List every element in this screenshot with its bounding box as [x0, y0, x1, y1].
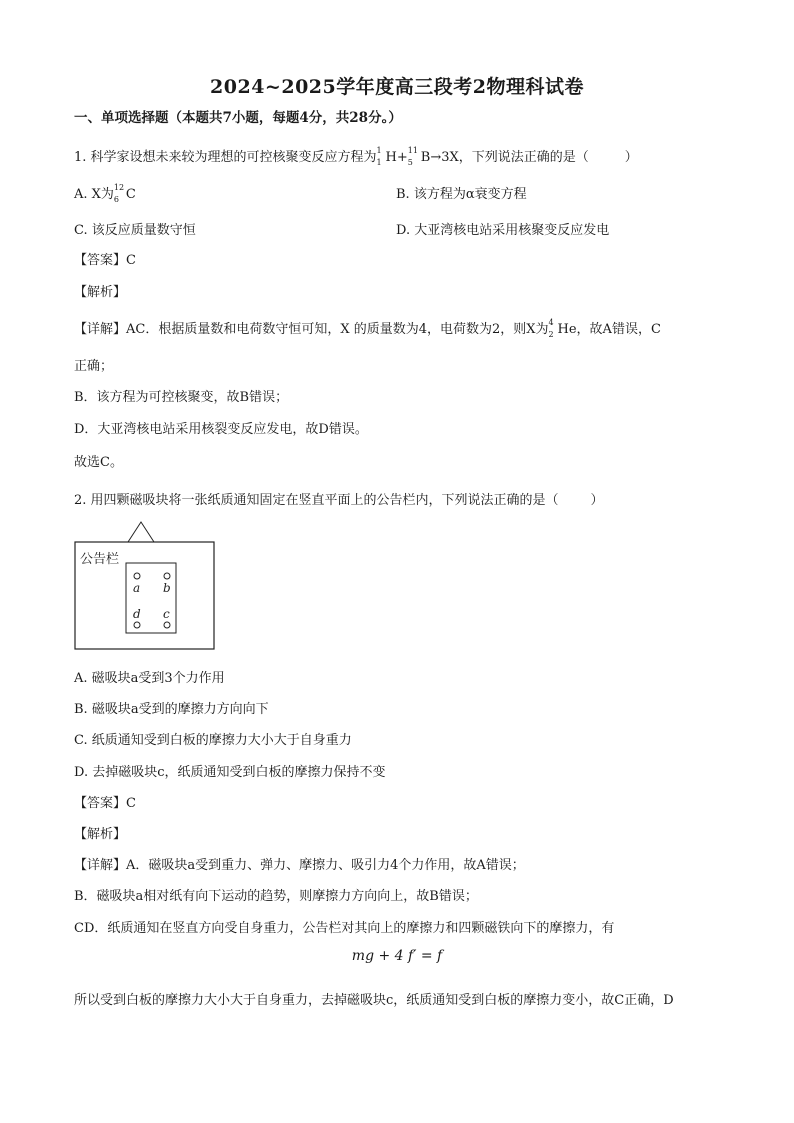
label-d: d — [133, 607, 141, 621]
q1-answer: 【答案】C — [74, 253, 136, 268]
q2-stem: 2. 用四颗磁吸块将一张纸质通知固定在竖直平面上的公告栏内，下列说法正确的是（ ） — [74, 493, 604, 508]
magnet-a — [134, 573, 140, 579]
q1-detail-1: 【详解】AC．根据质量数和电荷数守恒可知，X 的质量数为4，电荷数为2，则X为 4 2 He，故A错误，C — [74, 317, 661, 339]
q2-option-b: B. 磁吸块a受到的摩擦力方向向下 — [74, 702, 269, 717]
q1-detail-3: B．该方程为可控核聚变，故B错误； — [74, 390, 289, 405]
bulletin-board-diagram — [74, 520, 219, 654]
q1-option-c: C. 该反应质量数守恒 — [74, 223, 196, 238]
q1-option-d: D. 大亚湾核电站采用核聚变反应发电 — [396, 223, 610, 238]
b-nuclide: 11 5 — [407, 145, 418, 167]
page-title: 2024~2025学年度高三段考2物理科试卷 — [210, 76, 584, 98]
bulletin-board-figure — [74, 520, 219, 650]
magnet-b — [164, 573, 170, 579]
q1-analysis-label: 【解析】 — [74, 285, 127, 300]
q1-option-a: A. X为 12 6 C — [74, 182, 136, 204]
q1-detail-4: D．大亚湾核电站采用核裂变反应发电，故D错误。 — [74, 422, 368, 437]
he-nuclide: 4 2 — [548, 317, 554, 339]
q1-detail-5: 故选C。 — [74, 455, 123, 470]
q2-option-d: D. 去掉磁吸块c，纸质通知受到白板的摩擦力保持不变 — [74, 765, 386, 780]
label-a: a — [133, 581, 141, 595]
magnet-c — [164, 622, 170, 628]
q2-option-c: C. 纸质通知受到白板的摩擦力大小大于自身重力 — [74, 733, 352, 748]
q2-option-a: A. 磁吸块a受到3个力作用 — [74, 671, 225, 686]
section-heading: 一、单项选择题（本题共7小题，每题4分，共28分。） — [74, 110, 402, 126]
q2-answer: 【答案】C — [74, 796, 136, 811]
q1-stem-prefix: 1. 科学家设想未来较为理想的可控核聚变反应方程为 — [74, 150, 377, 165]
q1-detail-2: 正确； — [74, 359, 114, 374]
label-c: c — [163, 607, 170, 621]
friction-formula: mg + 4 f′ = f — [351, 948, 443, 964]
q1-option-b: B. 该方程为α衰变方程 — [396, 187, 527, 202]
q2-detail-3: CD．纸质通知在竖直方向受自身重力，公告栏对其向上的摩擦力和四颗磁铁向下的摩擦力，有 — [74, 921, 615, 936]
q2-detail-2: B．磁吸块a相对纸有向下运动的趋势，则摩擦力方向向上，故B错误； — [74, 889, 478, 904]
label-b: b — [163, 581, 171, 595]
q2-analysis-label: 【解析】 — [74, 827, 127, 842]
q1-stem: 1. 科学家设想未来较为理想的可控核聚变反应方程为 1 1 H+ 11 5 B→3X，下列说法正确的是（ ） — [74, 145, 638, 167]
h-nuclide: 1 1 — [376, 145, 382, 167]
magnet-d — [134, 622, 140, 628]
q2-detail-1: 【详解】A．磁吸块a受到重力、弹力、摩擦力、吸引力4个力作用，故A错误； — [74, 858, 525, 873]
q2-detail-4: 所以受到白板的摩擦力大小大于自身重力，去掉磁吸块c，纸质通知受到白板的摩擦力变小，故C正确，D — [74, 993, 674, 1008]
board-label: 公告栏 — [80, 552, 120, 567]
hanging-hook — [128, 522, 154, 542]
c-nuclide: 12 6 — [113, 182, 125, 204]
